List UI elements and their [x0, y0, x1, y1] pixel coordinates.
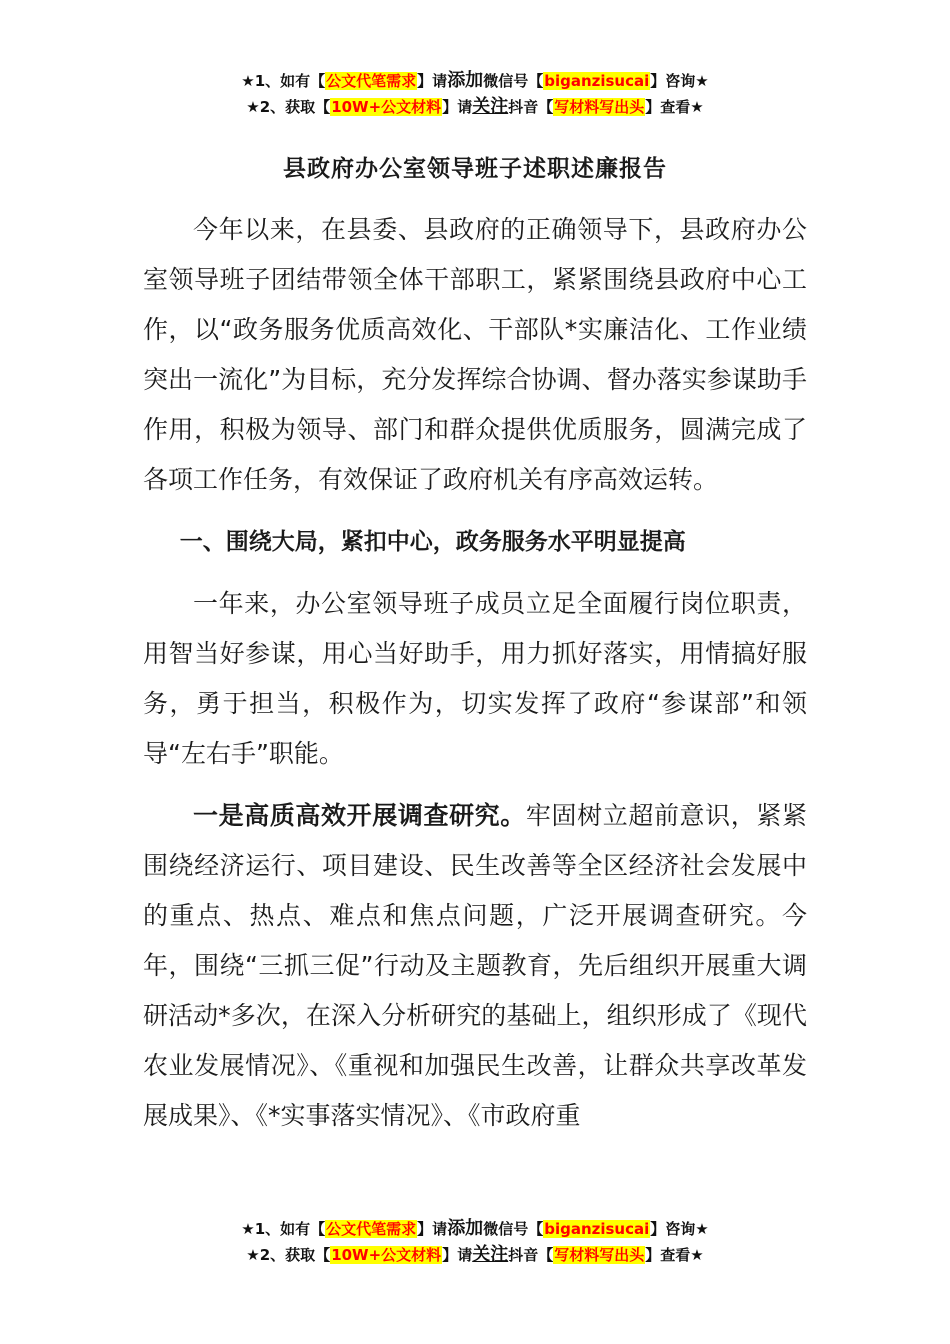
section-heading: 一、围绕大局，紧扣中心，政务服务水平明显提高: [179, 529, 686, 555]
document-title: 县政府办公室领导班子述职述廉报告: [283, 156, 667, 182]
promo-highlight: 10W+公文材料: [331, 1246, 442, 1264]
promo-emphasis: 关注: [472, 96, 509, 117]
promo-text: 】咨询★: [650, 1220, 709, 1238]
promo-text: 抖音【: [508, 98, 554, 116]
promo-highlight: biganzisucai: [544, 72, 650, 90]
promo-text: ★1、如有【: [241, 1220, 326, 1238]
bottom-promo-banner: [0, 1216, 950, 1268]
promo-line-2: [0, 94, 950, 120]
promo-line-2: [0, 1242, 950, 1268]
promo-emphasis: 关注: [472, 1244, 509, 1265]
item-lead: 一是高质高效开展调查研究。: [193, 801, 526, 830]
item-paragraph: [143, 791, 807, 1141]
promo-highlight: 公文代笔需求: [326, 72, 417, 90]
promo-text: 】请: [442, 1246, 473, 1264]
promo-emphasis: 添加: [447, 1218, 484, 1239]
promo-text: 】请: [417, 1220, 448, 1238]
promo-text: 微信号【: [483, 72, 544, 90]
promo-text: 】请: [417, 72, 448, 90]
item-body: 牢固树立超前意识，紧紧围绕经济运行、项目建设、民生改善等全区经济社会发展中的重点、热点、难点和焦点问题，广泛开展调查研究。今年，围绕“三抓三促”行动及主题教育，先后组织开展重大调研活动*多次，在深入分析研究的基础上，组织形成了《现代农业发展情况》、《重视和加强民生改善，让群众共享改革发展成果》、《*实事落实情况》、《市政府重: [143, 801, 807, 1130]
promo-text: 】查看★: [645, 98, 704, 116]
section-paragraph: 一年来，办公室领导班子成员立足全面履行岗位职责，用智当好参谋，用心当好助手，用力抓好落实，用情搞好服务，勇于担当，积极作为，切实发挥了政府“参谋部”和领导“左右手”职能。: [143, 589, 807, 768]
promo-text: ★2、获取【: [246, 98, 331, 116]
promo-line-1: [0, 1216, 950, 1242]
promo-text: 微信号【: [483, 1220, 544, 1238]
intro-paragraph: 今年以来，在县委、县政府的正确领导下，县政府办公室领导班子团结带领全体干部职工，紧紧围绕县政府中心工作，以“政务服务优质高效化、干部队*实廉洁化、工作业绩突出一流化”为目标，充分发挥综合协调、督办落实参谋助手作用，积极为领导、部门和群众提供优质服务，圆满完成了各项工作任务，有效保证了政府机关有序高效运转。: [143, 215, 807, 494]
promo-text: 】请: [442, 98, 473, 116]
promo-text: 】咨询★: [650, 72, 709, 90]
promo-highlight: 写材料写出头: [554, 1246, 645, 1264]
promo-highlight: 10W+公文材料: [331, 98, 442, 116]
promo-text: ★1、如有【: [241, 72, 326, 90]
promo-highlight: 写材料写出头: [554, 98, 645, 116]
promo-highlight: 公文代笔需求: [326, 1220, 417, 1238]
promo-highlight: biganzisucai: [544, 1220, 650, 1238]
top-promo-banner: [0, 68, 950, 120]
promo-text: 】查看★: [645, 1246, 704, 1264]
promo-text: 抖音【: [508, 1246, 554, 1264]
promo-text: ★2、获取【: [246, 1246, 331, 1264]
promo-emphasis: 添加: [447, 70, 484, 91]
document-body: [143, 205, 807, 1141]
promo-line-1: [0, 68, 950, 94]
